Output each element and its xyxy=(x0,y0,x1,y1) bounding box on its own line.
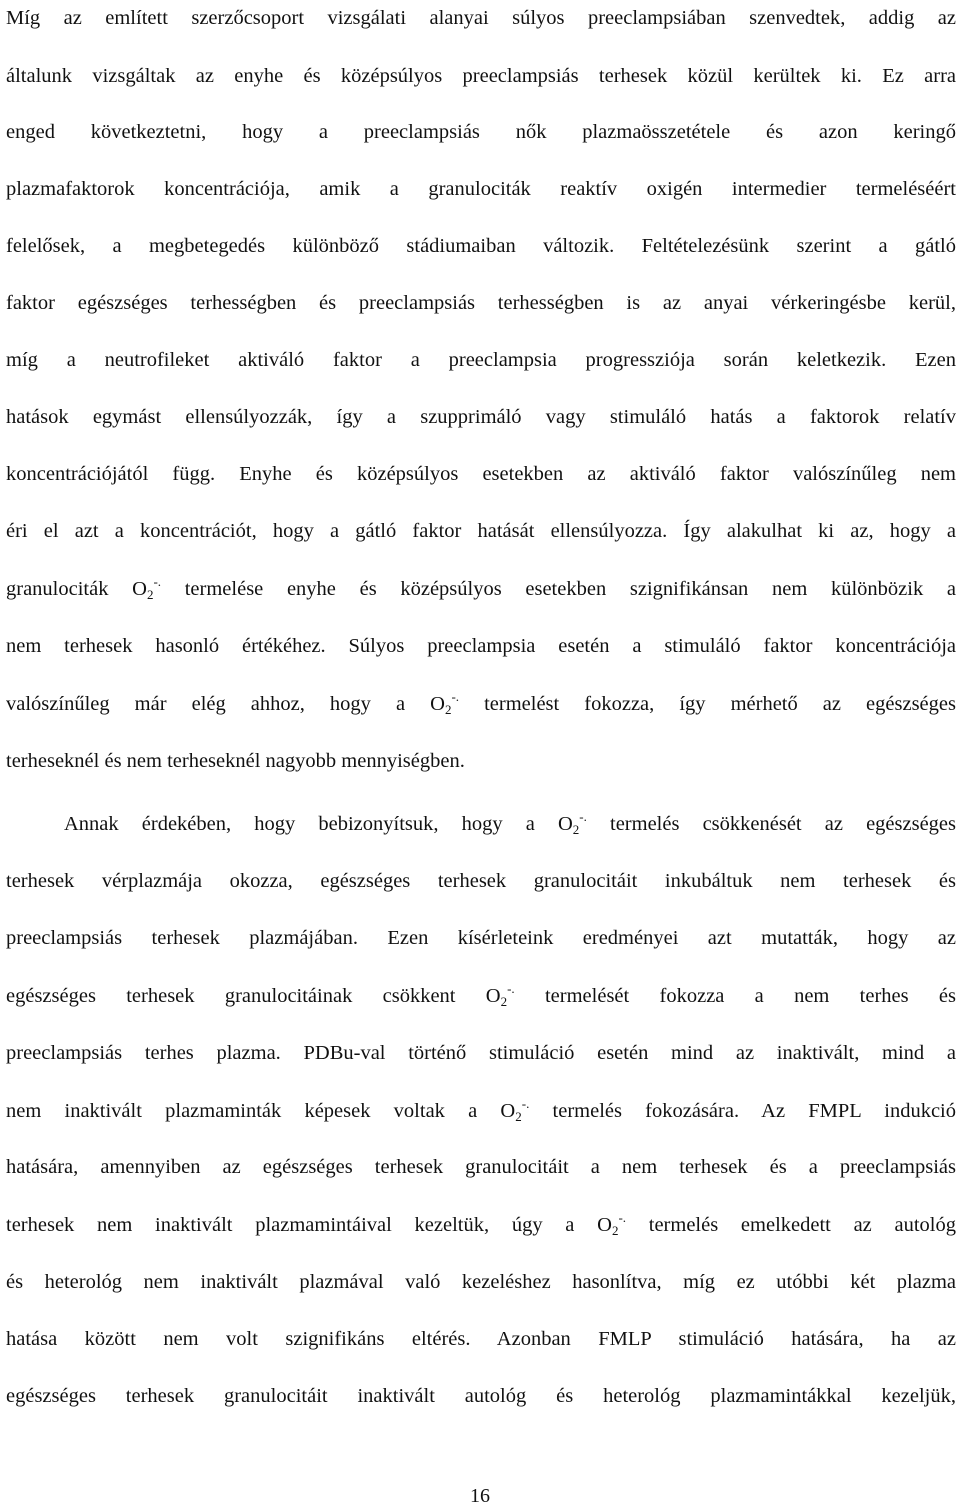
text-line xyxy=(6,1211,956,1239)
subscript: 2 xyxy=(572,822,580,837)
document-page xyxy=(6,0,956,1509)
line-text: éri el azt a koncentrációt, hogy a gátló faktor hatását ellensúlyozza. Így alakulhat ki az, hogy a xyxy=(6,520,956,542)
line-text: hatások egymást ellensúlyozzák, így a szupprimáló vagy stimuláló hatás a faktorok relatív xyxy=(6,406,956,428)
line-text: enged következtetni, hogy a preeclampsiás nők plazmaösszetétele és azon keringő xyxy=(6,121,956,143)
text-line xyxy=(6,232,956,260)
line-text-after: termelés csökkenését az egészséges xyxy=(586,813,956,835)
line-text: terhesek vérplazmája okozza, egészséges terhesek granulocitáit inkubáltuk nem terhesek és xyxy=(6,870,956,892)
text-line xyxy=(6,1382,956,1410)
line-text-before: valószínűleg már elég ahhoz, hogy a O xyxy=(6,693,445,715)
subscript: 2 xyxy=(500,994,508,1009)
line-text-before: terhesek nem inaktivált plazmamintáival kezeltük, úgy a O xyxy=(6,1214,612,1236)
superscript: -. xyxy=(451,689,460,704)
text-line xyxy=(6,346,956,374)
line-text: faktor egészséges terhességben és preeclampsiás terhességben is az anyai vérkeringésbe kerül, xyxy=(6,292,956,314)
subscript: 2 xyxy=(444,702,452,717)
line-text-before: nem inaktivált plazmaminták képesek voltak a O xyxy=(6,1100,516,1122)
line-text: felelősek, a megbetegedés különböző stádiumaiban változik. Feltételezésünk szerint a gátló xyxy=(6,235,956,257)
line-text: nem terhesek hasonló értékéhez. Súlyos preeclampsia esetén a stimuláló faktor koncentrációja xyxy=(6,635,956,657)
text-line xyxy=(6,982,956,1010)
text-line xyxy=(64,810,956,838)
text-line xyxy=(6,632,956,660)
line-text-after: termelést fokozza, így mérhető az egészséges xyxy=(459,693,956,715)
text-line xyxy=(6,118,956,146)
text-line xyxy=(6,4,956,32)
subscript: 2 xyxy=(515,1109,522,1124)
superscript: -. xyxy=(618,1210,627,1225)
line-text: egészséges terhesek granulocitáit inaktivált autológ és heterológ plazmamintákkal kezeljük, xyxy=(6,1385,956,1407)
line-text: koncentrációjától függ. Enyhe és középsúlyos esetekben az aktiváló faktor valószínűleg nem xyxy=(6,463,956,485)
text-line xyxy=(6,403,956,431)
text-line xyxy=(6,1153,956,1181)
line-text: preeclampsiás terhes plazma. PDBu-val történő stimuláció esetén mind az inaktivált, mind a xyxy=(6,1042,956,1064)
subscript: 2 xyxy=(611,1223,619,1238)
line-text-after: termelés emelkedett az autológ xyxy=(626,1214,956,1236)
line-text-before: Annak érdekében, hogy bebizonyítsuk, hogy a O xyxy=(64,813,573,835)
text-line xyxy=(6,1268,956,1296)
text-line xyxy=(6,924,956,952)
line-text-after: termelése enyhe és középsúlyos esetekben szignifikánsan nem különbözik a xyxy=(161,578,956,600)
text-line xyxy=(6,62,956,90)
line-text-before: granulociták O xyxy=(6,578,147,600)
text-line xyxy=(6,575,956,603)
text-line xyxy=(6,1325,956,1353)
line-text: hatása között nem volt szignifikáns eltérés. Azonban FMLP stimuláció hatására, ha az xyxy=(6,1328,956,1350)
line-text-after: termelés fokozására. Az FMPL indukció xyxy=(529,1100,956,1122)
text-line xyxy=(6,175,956,203)
text-line xyxy=(6,289,956,317)
text-line xyxy=(6,1039,956,1067)
superscript: -. xyxy=(507,981,515,996)
text-line xyxy=(6,460,956,488)
subscript: 2 xyxy=(146,587,154,602)
superscript: -. xyxy=(579,809,587,824)
line-text: és heterológ nem inaktivált plazmával való kezeléshez hasonlítva, míg ez utóbbi két plazma xyxy=(6,1271,956,1293)
text-line xyxy=(6,517,956,545)
line-text-after: termelését fokozza a nem terhes és xyxy=(514,985,956,1007)
text-line xyxy=(6,747,956,775)
line-text: hatására, amennyiben az egészséges terhesek granulocitáit a nem terhesek és a preeclampsiás xyxy=(6,1156,956,1178)
line-text: míg a neutrofileket aktiváló faktor a preeclampsia progressziója során keletkezik. Ezen xyxy=(6,349,956,371)
line-text: plazmafaktorok koncentrációja, amik a granulociták reaktív oxigén intermedier termeléséért xyxy=(6,178,956,200)
text-line xyxy=(6,867,956,895)
superscript: -. xyxy=(153,574,162,589)
line-text: preeclampsiás terhesek plazmájában. Ezen kísérleteink eredményei azt mutatták, hogy az xyxy=(6,927,956,949)
line-text: általunk vizsgáltak az enyhe és középsúlyos preeclampsiás terhesek közül kerültek ki. Ez arra xyxy=(6,65,956,87)
superscript: -. xyxy=(521,1096,530,1111)
text-line xyxy=(6,1097,956,1125)
line-text: Míg az említett szerzőcsoport vizsgálati alanyai súlyos preeclampsiában szenvedtek, addig az xyxy=(6,7,956,29)
text-line xyxy=(6,690,956,718)
line-text-before: egészséges terhesek granulocitáinak csökkent O xyxy=(6,985,501,1007)
page-number: 16 xyxy=(470,1485,490,1507)
line-text: terheseknél és nem terheseknél nagyobb mennyiségben. xyxy=(6,750,465,772)
